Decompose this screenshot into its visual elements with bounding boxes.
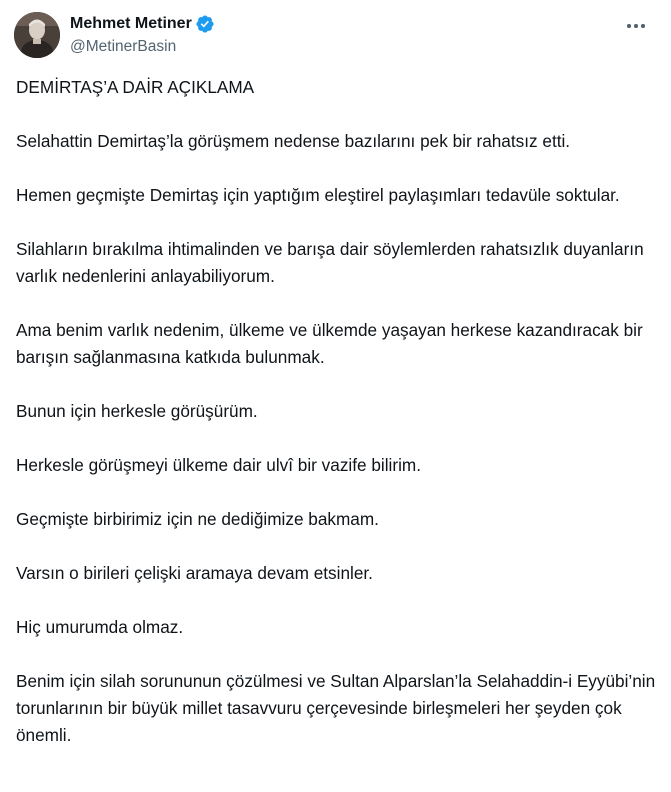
tweet-text [16, 74, 658, 776]
tweet-paragraph: Selahattin Demirtaş’la görüşmem nedense bazılarını pek bir rahatsız etti. [16, 131, 571, 151]
verified-badge-icon[interactable] [195, 14, 215, 34]
more-horizontal-icon [626, 24, 647, 28]
tweet-paragraph: Ama benim varlık nedenim, ülkeme ve ülkemde yaşayan herkese kazandıracak bir barışın sağlanmasına katkıda bulunmak. [16, 320, 648, 367]
avatar-photo-icon [14, 12, 60, 58]
tweet-paragraph: DEMİRTAŞ’A DAİR AÇIKLAMA [16, 77, 255, 97]
display-name-row [70, 14, 215, 34]
tweet-paragraph: Varsın o birileri çelişki aramaya devam etsinler. [16, 563, 373, 583]
author-names [70, 14, 215, 57]
tweet-paragraph: Hemen geçmişte Demirtaş için yaptığım eleştirel paylaşımları tedavüle soktular. [16, 185, 620, 205]
tweet-paragraph: Geçmişte birbirimiz için ne dediğimize bakmam. [16, 509, 379, 529]
tweet-paragraph: Silahların bırakılma ihtimalinden ve barışa dair söylemlerden rahatsızlık duyanların varlık nedenlerini anlayabiliyorum. [16, 239, 649, 286]
tweet-header [14, 12, 657, 60]
tweet-paragraph: Hiç umurumda olmaz. [16, 617, 184, 637]
more-options-button[interactable] [619, 14, 653, 38]
tweet-paragraph: Bunun için herkesle görüşürüm. [16, 401, 258, 421]
author-avatar[interactable] [14, 12, 60, 58]
tweet-paragraph: Herkesle görüşmeyi ülkeme dair ulvî bir vazife bilirim. [16, 455, 421, 475]
tweet-paragraph: Benim için silah sorununun çözülmesi ve Sultan Alparslan’la Selahaddin-i Eyyübi’nin torunlarının bir büyük millet tasavvuru çerçevesinde birleşmeleri her şeyden çok önemli. [16, 671, 660, 745]
author-display-name[interactable]: Mehmet Metiner [70, 15, 192, 32]
author-handle[interactable]: @MetinerBasin [70, 38, 177, 55]
